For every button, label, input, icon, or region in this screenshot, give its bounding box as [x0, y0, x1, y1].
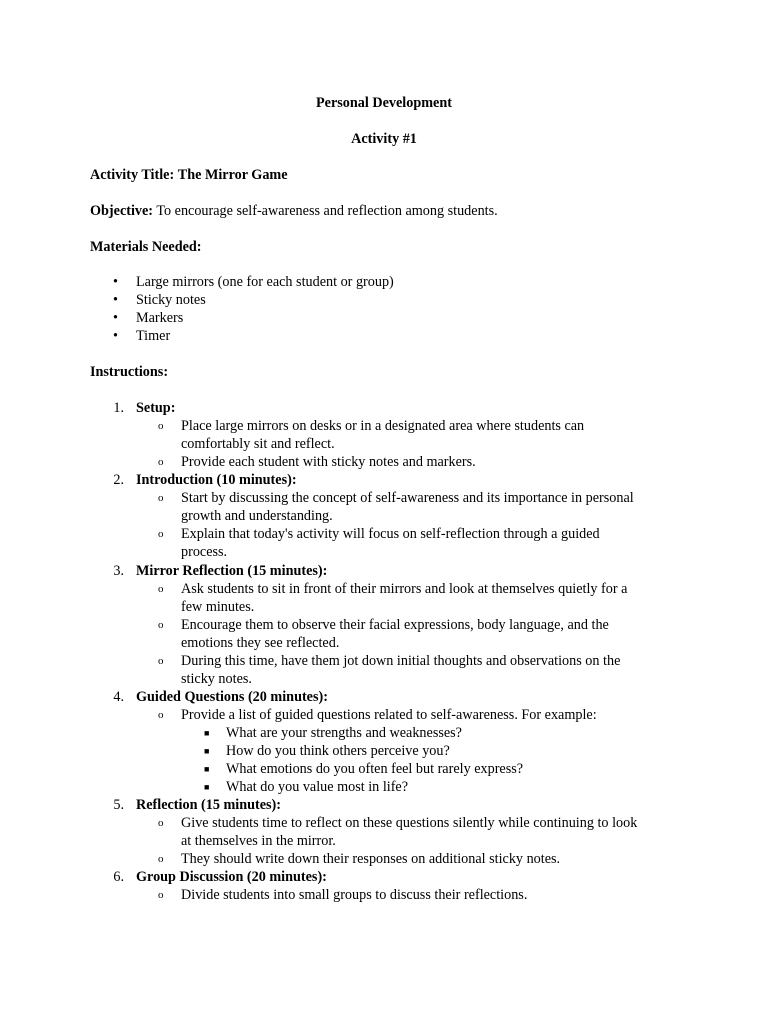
objective-line: [90, 202, 498, 220]
circle-bullet-icon: o: [158, 817, 164, 829]
sub-item-line: sticky notes.: [181, 671, 252, 687]
activity-title-label: Activity Title:: [90, 167, 175, 183]
square-bullet-icon: ■: [204, 728, 210, 738]
step-title: Reflection (15 minutes):: [136, 797, 281, 813]
sub-item-line: Encourage them to observe their facial expressions, body language, and the: [181, 617, 609, 633]
question-text: What are your strengths and weaknesses?: [226, 725, 462, 741]
question-text: How do you think others perceive you?: [226, 743, 450, 759]
sub-item-line: emotions they see reflected.: [181, 635, 340, 651]
sub-item-line: Place large mirrors on desks or in a designated area where students can: [181, 418, 585, 434]
activity-number: Activity #1: [351, 131, 417, 147]
bullet-icon: •: [113, 292, 118, 308]
document-title: Personal Development: [316, 95, 452, 111]
material-item-text: Timer: [136, 328, 171, 344]
circle-bullet-icon: o: [158, 853, 164, 865]
sub-item-line: growth and understanding.: [181, 508, 333, 524]
sub-item-line: Explain that today's activity will focus on self-reflection through a guided: [181, 526, 600, 542]
step-number: 5.: [113, 797, 124, 813]
step-title: Mirror Reflection (15 minutes):: [136, 563, 328, 579]
square-bullet-icon: ■: [204, 764, 210, 774]
bullet-icon: •: [113, 328, 118, 344]
step-number: 4.: [113, 689, 124, 705]
sub-item-line: Provide each student with sticky notes and markers.: [181, 454, 476, 470]
objective-label: Objective:: [90, 203, 154, 219]
material-item-text: Sticky notes: [136, 292, 206, 308]
question-text: What emotions do you often feel but rarely express?: [226, 761, 524, 777]
activity-title-value: The Mirror Game: [177, 167, 288, 183]
step-number: 3.: [113, 563, 124, 579]
sub-item-line: They should write down their responses on additional sticky notes.: [181, 851, 561, 867]
step-number: 6.: [113, 869, 124, 885]
square-bullet-icon: ■: [204, 782, 210, 792]
step-title: Guided Questions (20 minutes):: [136, 689, 328, 705]
square-bullet-icon: ■: [204, 746, 210, 756]
circle-bullet-icon: o: [158, 889, 164, 901]
sub-item-line: Ask students to sit in front of their mirrors and look at themselves quietly for a: [181, 581, 628, 597]
instructions-heading: Instructions:: [90, 364, 169, 380]
sub-item-line: Divide students into small groups to discuss their reflections.: [181, 887, 528, 903]
circle-bullet-icon: o: [158, 583, 164, 595]
sub-item-line: process.: [181, 544, 228, 560]
material-item-text: Markers: [136, 310, 184, 326]
step-number: 1.: [113, 400, 124, 416]
bullet-icon: •: [113, 274, 118, 290]
circle-bullet-icon: o: [158, 456, 164, 468]
sub-item-line: Give students time to reflect on these questions silently while continuing to look: [181, 815, 638, 831]
sub-item-line: comfortably sit and reflect.: [181, 436, 335, 452]
material-item-text: Large mirrors (one for each student or group): [136, 274, 394, 290]
objective-text: To encourage self-awareness and reflection among students.: [156, 203, 498, 219]
activity-title-line: [90, 166, 288, 184]
step-title: Introduction (10 minutes):: [136, 472, 297, 488]
circle-bullet-icon: o: [158, 528, 164, 540]
bullet-icon: •: [113, 310, 118, 326]
question-text: What do you value most in life?: [226, 779, 409, 795]
circle-bullet-icon: o: [158, 709, 164, 721]
circle-bullet-icon: o: [158, 492, 164, 504]
materials-heading: Materials Needed:: [90, 239, 202, 255]
sub-item-line: few minutes.: [181, 599, 255, 615]
sub-item-line: at themselves in the mirror.: [181, 833, 336, 849]
step-title: Setup:: [136, 400, 176, 416]
sub-item-line: During this time, have them jot down initial thoughts and observations on the: [181, 653, 621, 669]
circle-bullet-icon: o: [158, 655, 164, 667]
circle-bullet-icon: o: [158, 420, 164, 432]
step-number: 2.: [113, 472, 124, 488]
sub-item-line: Provide a list of guided questions related to self-awareness. For example:: [181, 707, 597, 723]
circle-bullet-icon: o: [158, 619, 164, 631]
step-title: Group Discussion (20 minutes):: [136, 869, 327, 885]
sub-item-line: Start by discussing the concept of self-awareness and its importance in personal: [181, 490, 634, 506]
